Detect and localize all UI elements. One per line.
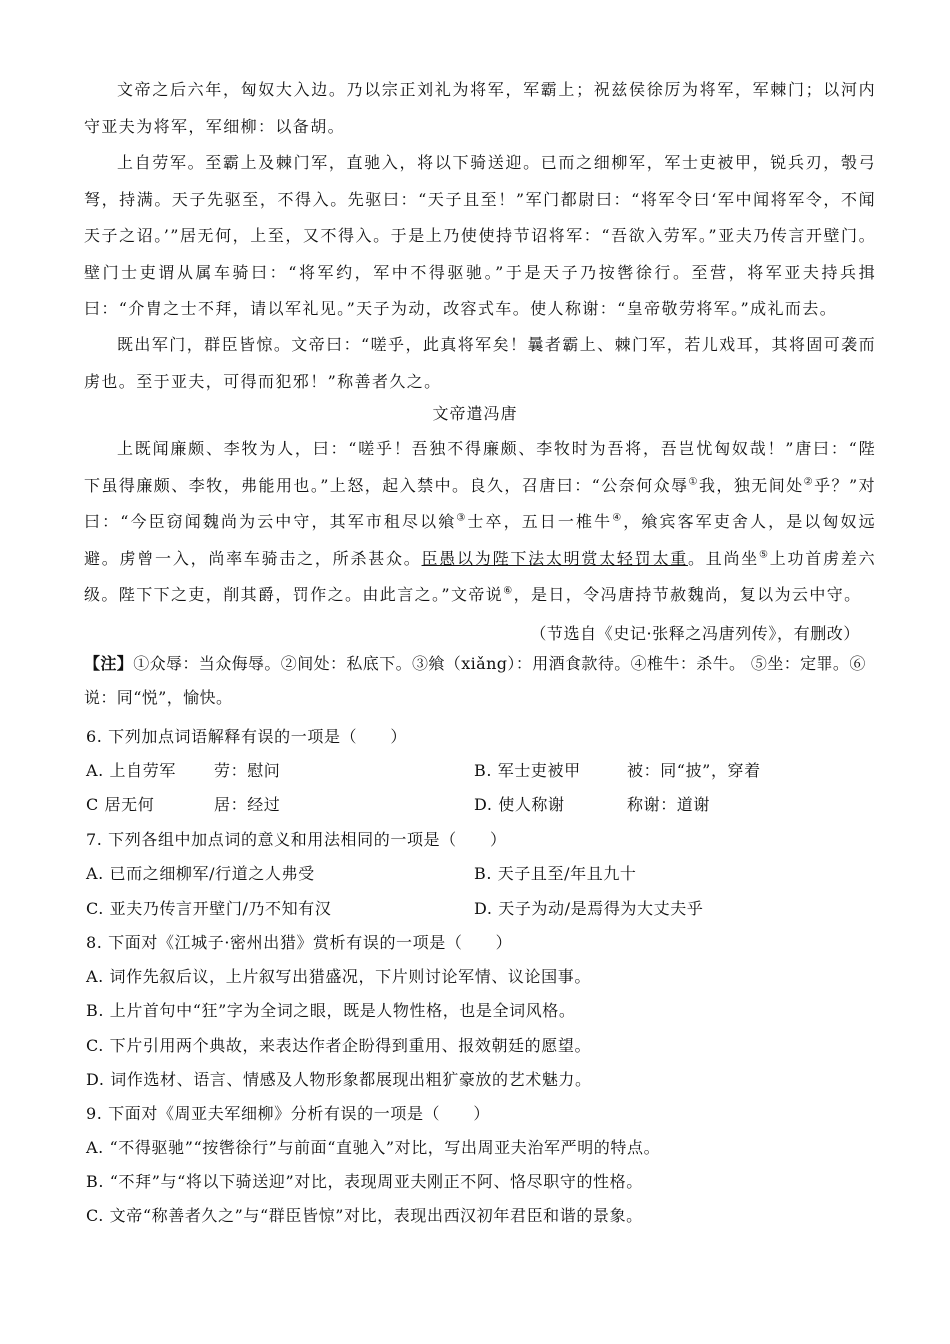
q6-option-b: B. 军士吏被甲 <box>474 761 581 780</box>
note-marker-1: ① <box>688 476 699 488</box>
q7-option-d: D. 天子为动/是焉得为大丈夫乎 <box>474 899 704 918</box>
question-6-stem: 6. 下列加点词语解释有误的一项是（ ） <box>86 727 407 746</box>
q9-option-b: B. “不拜”与“将以下骑送迎”对比，表现周亚夫刚正不阿、恪尽职守的性格。 <box>86 1172 643 1191</box>
passage1-paragraph-3: 既出军门，群臣皆惊。文帝曰：“嗟乎，此真将军矣！曩者霸上、棘门军，若儿戏耳，其将固可袭而虏也。至于亚夫，可得而犯邪！”称善者久之。 <box>84 335 876 391</box>
q8-option-d: D. 词作选材、语言、情感及人物形象都展现出粗犷豪放的艺术魅力。 <box>86 1070 592 1089</box>
q9-option-a: A. “不得驱驰”“按辔徐行”与前面“直驰入”对比，写出周亚夫治军严明的特点。 <box>86 1138 661 1157</box>
notes-text: ①众辱：当众侮辱。②间处：私底下。③飨（xiǎng）：用酒食款待。④椎牛：杀牛。 ⑤坐：定罪。⑥说：同“悦”，愉快。 <box>84 654 866 707</box>
q6-option-c: C 居无何 <box>86 795 155 814</box>
q8-option-c: C. 下片引用两个典故，来表达作者企盼得到重用、报效朝廷的愿望。 <box>86 1036 592 1055</box>
note-marker-2: ② <box>803 476 815 488</box>
q6-option-a: A. 上自劳军 <box>86 761 176 780</box>
q9-option-c: C. 文帝“称善者久之”与“群臣皆惊”对比，表现出西汉初年君臣和谐的景象。 <box>86 1206 643 1225</box>
notes-label: 【注】 <box>84 654 134 673</box>
passage1-paragraph-2: 上自劳军。至霸上及棘门军，直驰入，将以下骑送迎。已而之细柳军，军士吏被甲，锐兵刃，彀弓弩，持满。天子先驱至，不得入。先驱曰：“天子且至！”军门都尉曰：“将军令曰‘军中闻将军令，不闻天子之诏。’”居无何，上至，又不得入。于是上乃使使持节诏将军：“吾欲入劳军。”亚夫乃传言开壁门。壁门士吏谓从属车骑曰：“将军约，军中不得驱驰。”于是天子乃按辔徐行。至营，将军亚夫持兵揖曰：“介胄之士不拜，请以军礼见。”天子为动，改容式车。使人称谢：“皇帝敬劳将军。”成礼而去。 <box>84 153 876 318</box>
q6-option-d: D. 使人称谢 <box>474 795 565 814</box>
source-citation: （节选自《史记·张释之冯唐列传》，有删改） <box>530 624 860 643</box>
note-marker-5: ⑤ <box>759 549 770 561</box>
q7-option-c: C. 亚夫乃传言开壁门/乃不知有汉 <box>86 899 332 918</box>
passage2-title: 文帝遣冯唐 <box>432 404 518 423</box>
q8-option-a: A. 词作先叙后议，上片叙写出猎盛况，下片则讨论军情、议论国事。 <box>86 967 591 986</box>
passage1-paragraph-1: 文帝之后六年，匈奴大入边。乃以宗正刘礼为将军，军霸上；祝兹侯徐厉为将军，军棘门；以河内守亚夫为将军，军细柳：以备胡。 <box>84 80 876 136</box>
q7-option-b: B. 天子且至/年且九十 <box>474 864 637 883</box>
note-marker-6: ⑥ <box>503 585 514 597</box>
q7-option-a: A. 已而之细柳军/行道之人弗受 <box>86 864 315 883</box>
q6-option-d-gloss: 称谢：道谢 <box>627 795 711 814</box>
question-7-stem: 7. 下列各组中加点词的意义和用法相同的一项是（ ） <box>86 830 507 849</box>
q6-option-c-gloss: 居：经过 <box>214 795 281 814</box>
annotation-notes <box>84 647 884 715</box>
question-8-stem: 8. 下面对《江城子·密州出猎》赏析有误的一项是（ ） <box>86 933 513 952</box>
note-marker-4: ④ <box>612 512 624 524</box>
q8-option-b: B. 上片首句中“狂”字为全词之眼，既是人物性格，也是全词风格。 <box>86 1001 576 1020</box>
note-marker-3: ③ <box>456 512 468 524</box>
passage2-paragraph: 上既闻廉颇、李牧为人，曰：“嗟乎！吾独不得廉颇、李牧时为吾将，吾岂忧匈奴哉！”唐曰：“陛下虽得廉颇、李牧，弗能用也。”上怒，起入禁中。良久，召唐曰：“公奈何众辱①我，独无间处②乎？”对曰：“今臣窃闻魏尚为云中守，其军市租尽以飨③士卒，五日一椎牛④，飨宾客军吏舍人，是以匈奴远避。虏曾一入，尚率车骑击之，所杀甚众。臣愚以为陛下法太明赏太轻罚太重。且尚坐⑤上功首虏差六级。陛下下之吏，削其爵，罚作之。由此言之。”文帝说⑥，是日，令冯唐持节赦魏尚，复以为云中守。 <box>84 439 877 604</box>
underlined-sentence: 臣愚以为陛下法太明赏太轻罚太重 <box>421 548 688 568</box>
q6-option-a-gloss: 劳：慰问 <box>214 761 281 780</box>
q6-option-b-gloss: 被：同“披”，穿着 <box>627 761 761 780</box>
question-9-stem: 9. 下面对《周亚夫军细柳》分析有误的一项是（ ） <box>86 1104 490 1123</box>
